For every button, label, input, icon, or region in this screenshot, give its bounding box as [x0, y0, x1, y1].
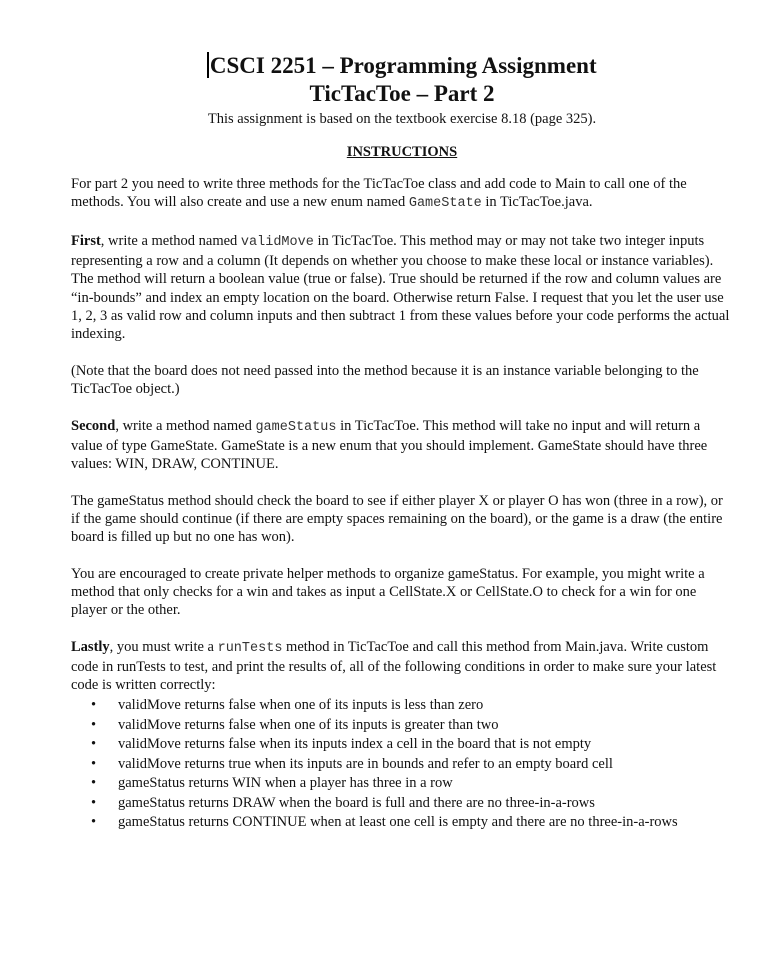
- list-item: • validMove returns false when its inputs index a cell in the board that is not empty: [71, 735, 735, 754]
- assignment-source-note: This assignment is based on the textbook exercise 8.18 (page 325).: [207, 111, 597, 127]
- document-subtitle-title: TicTacToe – Part 2: [309, 81, 495, 106]
- code-runtests: runTests: [217, 640, 283, 656]
- document-body: [71, 175, 735, 832]
- text-cursor: [207, 52, 209, 78]
- code-gamestate: GameState: [408, 196, 482, 212]
- bullet-icon: •: [91, 697, 97, 714]
- list-item: • validMove returns false when one of its inputs is less than zero: [71, 696, 735, 715]
- bullet-icon: •: [91, 755, 97, 772]
- list-item: • validMove returns false when one of its inputs is greater than two: [71, 716, 735, 735]
- test-conditions-list: [71, 696, 735, 832]
- bullet-icon: •: [91, 794, 97, 811]
- list-item: • gameStatus returns WIN when a player has three in a row: [71, 774, 735, 793]
- first-lead: First: [71, 232, 101, 249]
- lastly-paragraph: Lastly, you must write a runTests method in TicTacToe and call this method from Main.java. Write custom code in runTests to test, and print the results of, all of the following conditions in order to make sure your latest code is written correctly:: [71, 638, 717, 694]
- code-gamestatus: gameStatus: [255, 419, 337, 435]
- bullet-icon: •: [91, 813, 97, 830]
- instructions-heading: INSTRUCTIONS: [346, 144, 458, 160]
- second-paragraph: Second, write a method named gameStatus in TicTacToe. This method will take no input and will return a value of type GameState. GameState is a new enum that you should implement. GameState should have three values: WIN, DRAW, CONTINUE.: [71, 417, 708, 472]
- title-block: [0, 52, 784, 128]
- intro-paragraph: For part 2 you need to write three methods for the TicTacToe class and add code to Main to call one of the methods. You will also create and use a new enum named GameState in TicTacToe.java.: [71, 176, 687, 212]
- bullet-icon: •: [91, 775, 97, 792]
- bullet-icon: •: [91, 736, 97, 753]
- helpers-paragraph: You are encouraged to create private helper methods to organize gameStatus. For example, you might write a method that only checks for a win and takes as input a CellState.X or CellState.O to check for a win for one player or the other.: [71, 565, 705, 619]
- lastly-lead: Lastly: [71, 638, 110, 655]
- second-lead: Second: [71, 417, 116, 434]
- bullet-icon: •: [91, 716, 97, 733]
- code-validmove: validMove: [240, 234, 314, 250]
- first-paragraph: First, write a method named validMove in TicTacToe. This method may or may not take two integer inputs representing a row and a column (It depends on whether you choose to make these local or instance variables). The method will return a boolean value (true or false). True should be returned if the row and column values are “in-bounds” and index an empty location on the board. Otherwise return False. I request that you let the user use 1, 2, 3 as valid row and column inputs and then subtract 1 from these values before your code performs the actual indexing.: [71, 232, 730, 342]
- list-item: • validMove returns true when its inputs are in bounds and refer to an empty board cell: [71, 755, 735, 774]
- title-line-1: CSCI 2251 – Programming Assignment: [209, 53, 597, 78]
- list-item: • gameStatus returns DRAW when the board is full and there are no three-in-a-rows: [71, 794, 735, 813]
- note-paragraph: (Note that the board does not need passed into the method because it is an instance variable belonging to the TicTacToe object.): [71, 362, 699, 397]
- list-item: • gameStatus returns CONTINUE when at least one cell is empty and there are no three-in-a-rows: [71, 813, 735, 832]
- gamestatus-paragraph: The gameStatus method should check the board to see if either player X or player O has won (three in a row), or if the game should continue (if there are empty spaces remaining on the board), or the game is a draw (the entire board is filled up but no one has won).: [71, 492, 723, 546]
- document-title: [10, 52, 784, 80]
